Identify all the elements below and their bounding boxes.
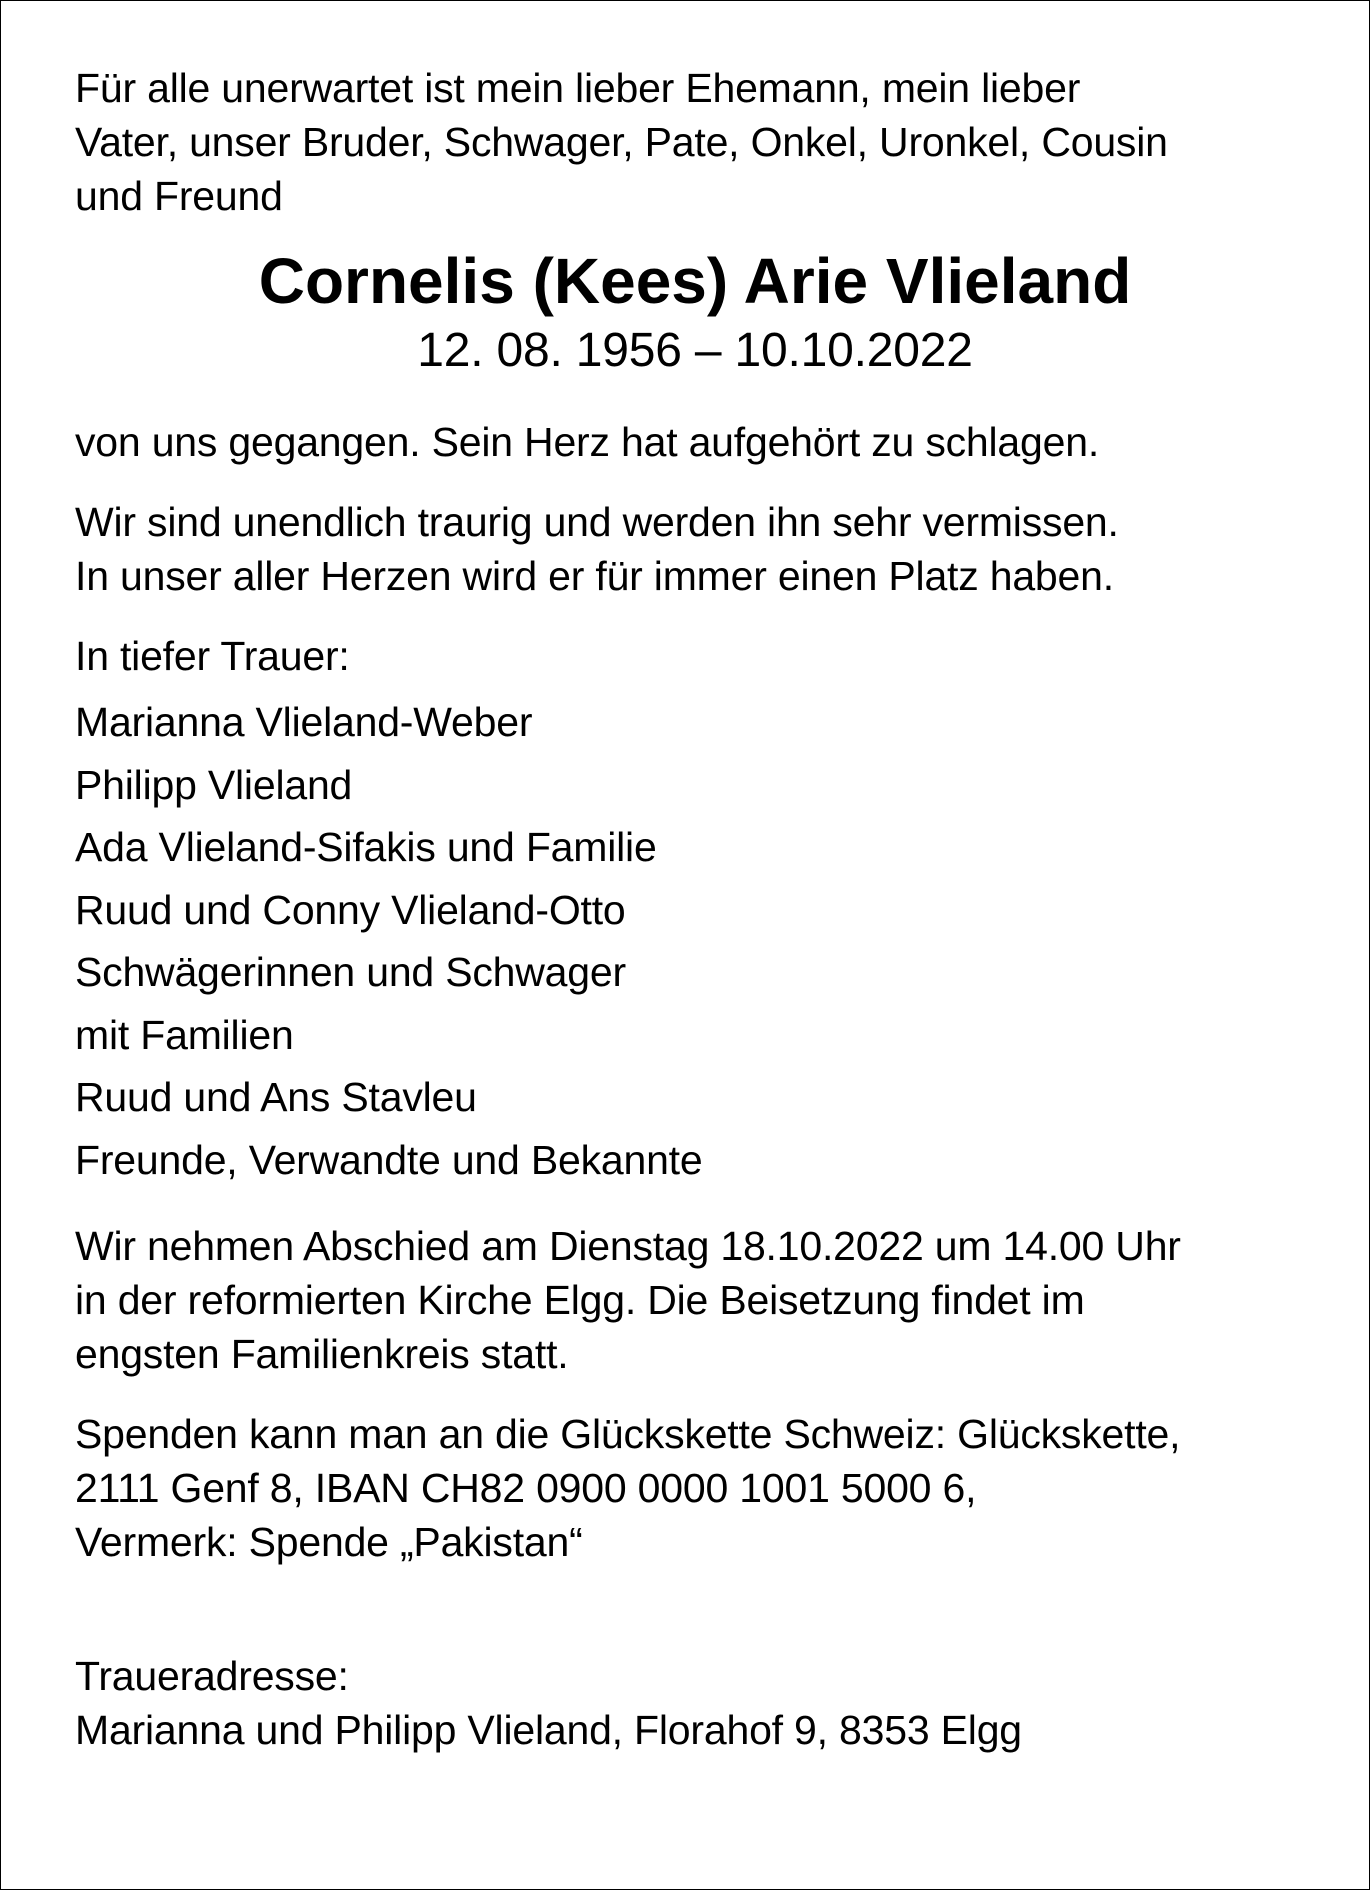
donation-line: Vermerk: Spende „Pakistan“ [75,1519,583,1565]
donation-line: Spenden kann man an die Glückskette Schweiz: Glückskette, [75,1411,1181,1457]
mourner-name: Freunde, Verwandte und Bekannte [75,1136,703,1183]
intro-line: Vater, unser Bruder, Schwager, Pate, Onkel, Uronkel, Cousin [75,119,1168,165]
sentiment-line: Wir sind unendlich traurig und werden ihn sehr vermissen. [75,499,1119,545]
mourning-address [75,1649,1315,1757]
mourners-list [75,691,1315,1191]
spacer [75,1595,1315,1649]
passing-line: von uns gegangen. Sein Herz hat aufgehört zu schlagen. [75,419,1100,465]
mourner-name: Ruud und Conny Vlieland-Otto [75,886,626,933]
farewell-line: engsten Familienkreis statt. [75,1331,569,1377]
intro-line: Für alle unerwartet ist mein lieber Ehemann, mein lieber [75,65,1081,111]
mourner-name: Marianna Vlieland-Weber [75,699,533,745]
mourner-name: Philipp Vlieland [75,761,353,808]
farewell-line: in der reformierten Kirche Elgg. Die Beisetzung findet im [75,1277,1085,1323]
donation-line: 2111 Genf 8, IBAN CH82 0900 0000 1001 5000 6, [75,1465,977,1511]
farewell-line: Wir nehmen Abschied am Dienstag 18.10.2022 um 14.00 Uhr [75,1223,1181,1269]
intro-line: und Freund [75,173,283,219]
donation-paragraph [75,1407,1315,1569]
mourner-name: Ruud und Ans Stavleu [75,1074,477,1120]
mourner-name: mit Familien [75,1011,294,1058]
deceased-name: Cornelis (Kees) Arie Vlieland [258,245,1132,317]
intro-paragraph [75,61,1315,223]
address-value: Marianna und Philipp Vlieland, Florahof 9, 8353 Elgg [75,1707,1022,1753]
sentiment-paragraph [75,495,1315,603]
mourner-name: Schwägerinnen und Schwager [75,949,626,995]
farewell-paragraph [75,1219,1315,1381]
address-label: Traueradresse: [75,1653,349,1699]
life-dates: 12. 08. 1956 – 10.10.2022 [417,324,973,377]
mourner-name: Ada Vlieland-Sifakis und Familie [75,824,657,870]
mourners-heading: In tiefer Trauer: [75,633,350,679]
obituary-content [75,61,1315,1757]
sentiment-line: In unser aller Herzen wird er für immer einen Platz haben. [75,553,1114,599]
